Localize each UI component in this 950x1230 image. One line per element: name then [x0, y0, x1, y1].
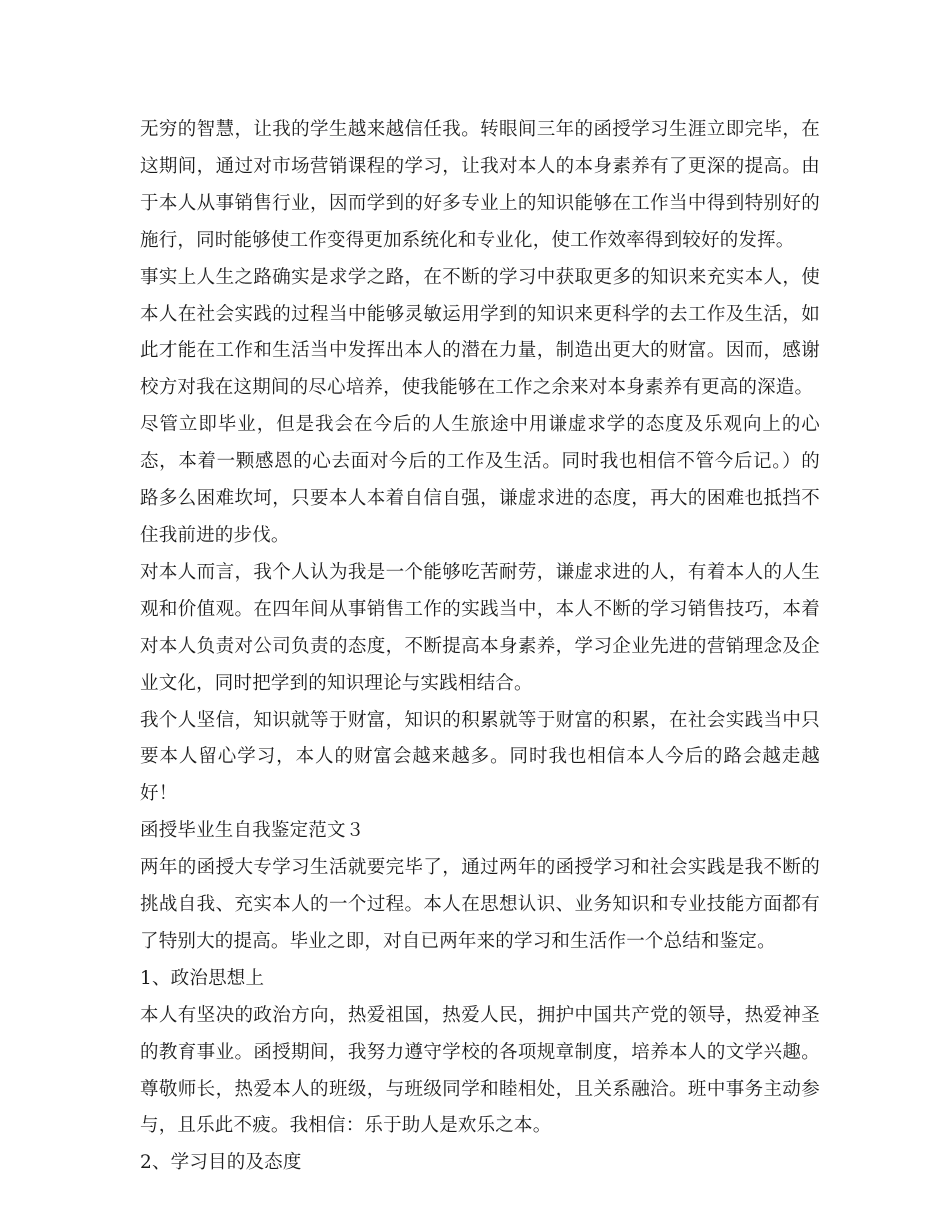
document-body	[140, 112, 820, 1182]
paragraph-4: 对本人而言，我个人认为我是一个能够吃苦耐劳，谦虚求进的人，有着本人的人生观和价值观。在四年间从事销售工作的实践当中，本人不断的学习销售技巧，本着对本人负责对公司负责的态度，不断提高本身素养，学习企业先进的营销理念及企业文化，同时把学到的知识理论与实践相结合。	[140, 561, 820, 694]
section-intro: 两年的函授大专学习生活就要完毕了，通过两年的函授学习和社会实践是我不断的挑战自我、充实本人的一个过程。本人在思想认识、业务知识和专业技能方面都有了特别大的提高。毕业之即，对自已两年来的学习和生活作一个总结和鉴定。	[140, 857, 820, 952]
paragraph-3: 尽管立即毕业，但是我会在今后的人生旅途中用谦虚求学的态度及乐观向上的心态，本着一颗感恩的心去面对今后的工作及生活。同时我也相信不管今后记。）的路多么困难坎坷，只要本人本着自信自强，谦虚求进的态度，再大的困难也抵挡不住我前进的步伐。	[140, 414, 820, 546]
subsection-2-title: 2、学习目的及态度	[140, 1152, 302, 1174]
paragraph-5: 我个人坚信，知识就等于财富，知识的积累就等于财富的积累，在社会实践当中只要本人留心学习，本人的财富会越来越多。同时我也相信本人今后的路会越走越好！	[140, 709, 820, 805]
section-title: 函授毕业生自我鉴定范文３	[140, 820, 365, 842]
paragraph-2: 事实上人生之路确实是求学之路，在不断的学习中获取更多的知识来充实本人，使本人在社会实践的过程当中能够灵敏运用学到的知识来更科学的去工作及生活，如此才能在工作和生活当中发挥出本人的潜在力量，制造出更大的财富。因而，感谢校方对我在这期间的尽心培养，使我能够在工作之余来对本身素养有更高的深造。	[140, 266, 820, 399]
subsection-1-body: 本人有坚决的政治方向，热爱祖国，热爱人民，拥护中国共产党的领导，热爱神圣的教育事业。函授期间，我努力遵守学校的各项规章制度，培养本人的文学兴趣。尊敬师长，热爱本人的班级，与班级同学和睦相处，且关系融洽。班中事务主动参与，且乐此不疲。我相信：乐于助人是欢乐之本。	[140, 1004, 820, 1137]
paragraph-1: 无穷的智慧，让我的学生越来越信任我。转眼间三年的函授学习生涯立即完毕，在这期间，通过对市场营销课程的学习，让我对本人的本身素养有了更深的提高。由于本人从事销售行业，因而学到的好多专业上的知识能够在工作当中得到特别好的施行，同时能够使工作变得更加系统化和专业化，使工作效率得到较好的发挥。	[140, 119, 820, 251]
subsection-1-title: 1、政治思想上	[140, 967, 265, 989]
